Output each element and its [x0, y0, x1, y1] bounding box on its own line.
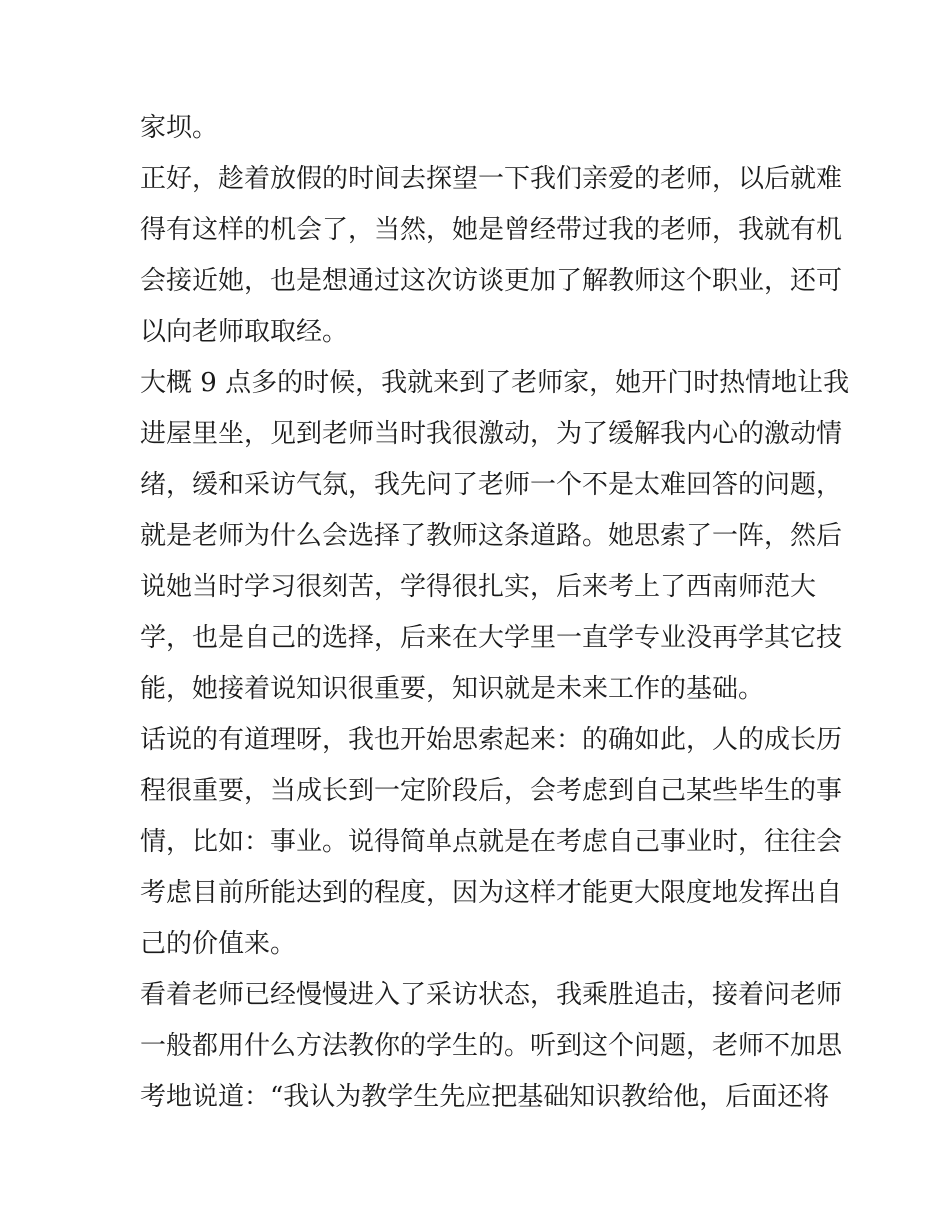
text-line: 会接近她，也是想通过这次访谈更加了解教师这个职业，还可 [140, 266, 843, 296]
paragraph-2 [140, 157, 843, 361]
text-line: 进屋里坐，见到老师当时我很激动，为了缓解我内心的激动情 [140, 419, 843, 449]
text-line: 一般都用什么方法教你的学生的。听到这个问题，老师不加思 [140, 1031, 843, 1061]
paragraph-5 [140, 973, 843, 1126]
text-line: 就是老师为什么会选择了教师这条道路。她思索了一阵，然后 [140, 521, 843, 551]
text-line: 情，比如：事业。说得简单点就是在考虑自己事业时，往往会 [140, 827, 843, 857]
text-line: 大概 9 点多的时候，我就来到了老师家，她开门时热情地让我 [140, 368, 850, 398]
text-line: 能，她接着说知识很重要，知识就是未来工作的基础。 [140, 674, 765, 704]
paragraph-4 [140, 718, 843, 973]
text-line: 说她当时学习很刻苦，学得很扎实，后来考上了西南师范大 [140, 572, 817, 602]
paragraph-1 [140, 106, 820, 157]
text-line: 己的价值来。 [140, 929, 297, 959]
text-line: 考地说道：“我认为教学生先应把基础知识教给他，后面还将 [140, 1082, 830, 1112]
text-line: 正好，趁着放假的时间去探望一下我们亲爱的老师，以后就难 [140, 164, 843, 194]
text-line: 看着老师已经慢慢进入了采访状态，我乘胜追击，接着问老师 [140, 980, 843, 1010]
text-line: 以向老师取取经。 [140, 317, 349, 347]
text-line: 学，也是自己的选择，后来在大学里一直学专业没再学其它技 [140, 623, 843, 653]
text-line: 绪，缓和采访气氛，我先问了老师一个不是太难回答的问题， [140, 470, 843, 500]
text-line: 考虑目前所能达到的程度，因为这样才能更大限度地发挥出自 [140, 878, 843, 908]
text-line: 话说的有道理呀，我也开始思索起来：的确如此，人的成长历 [140, 725, 843, 755]
document-body [140, 106, 850, 1126]
paragraph-3 [140, 361, 850, 718]
text-line: 程很重要，当成长到一定阶段后，会考虑到自己某些毕生的事 [140, 776, 843, 806]
text-line: 得有这样的机会了，当然，她是曾经带过我的老师，我就有机 [140, 215, 843, 245]
text-line: 家坝。 [140, 113, 219, 143]
